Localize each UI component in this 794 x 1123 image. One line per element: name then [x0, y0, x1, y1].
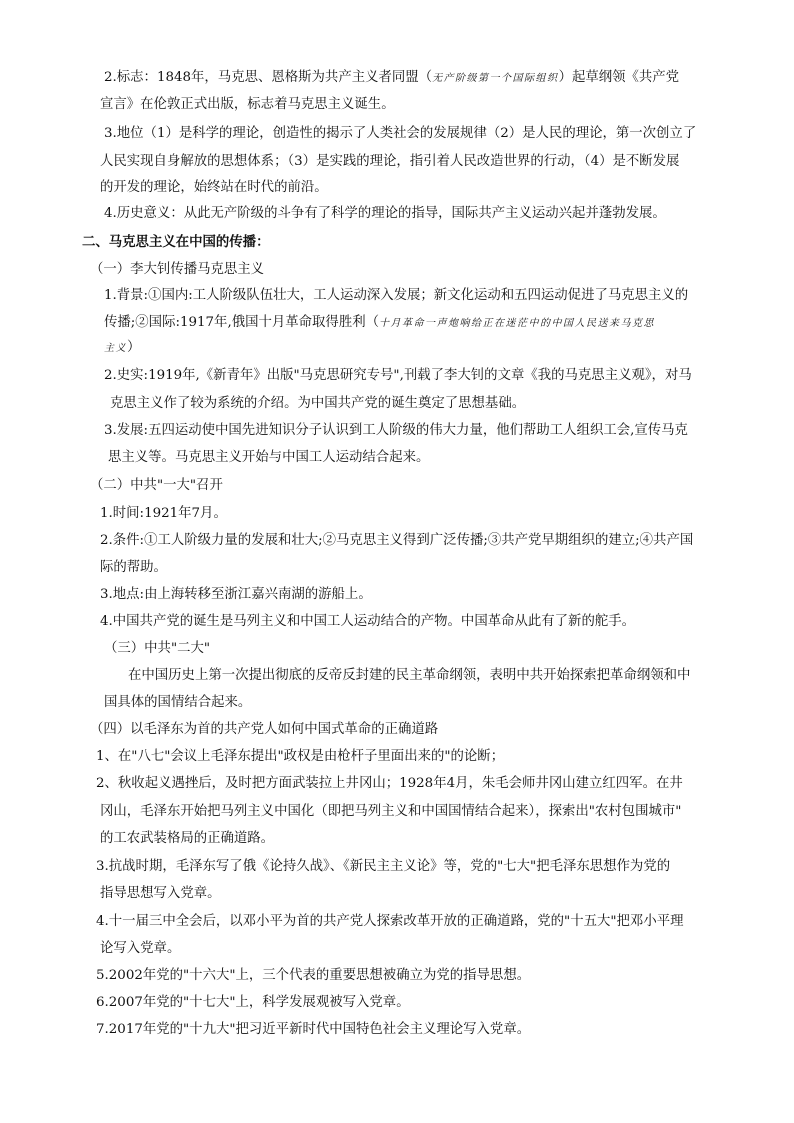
subsection-heading: （三）中共"二大" — [104, 641, 211, 656]
text-line: 2.史实:1919年,《新青年》出版"马克思研究专号",刊载了李大钊的文章《我的马克思主义观》，对马 — [104, 368, 692, 383]
text-line: 指导思想写入党章。 — [100, 886, 221, 901]
section-heading: 二、马克思主义在中国的传播： — [82, 235, 270, 250]
text-line: 2.条件:①工人阶级力量的发展和壮大;②马克思主义得到广泛传播;③共产党早期组织的建立;④共产国 — [100, 533, 694, 548]
text-line: 冈山，毛泽东开始把马列主义中国化（即把马列主义和中国国情结合起来），探索出"农村包围城市" — [100, 804, 682, 819]
text-line: 4.十一届三中全会后，以邓小平为首的共产党人探索改革开放的正确道路，党的"十五大"把邓小平理 — [96, 914, 684, 929]
text-line: 1.时间:1921年7月。 — [100, 506, 227, 521]
text-line: 1、在"八七"会议上毛泽东提出"政权是由枪杆子里面出来的"的论断； — [96, 749, 505, 764]
text-line: 3.发展:五四运动使中国先进知识分子认识到工人阶级的伟大力量，他们帮助工人组织工会,宣传马克 — [104, 423, 688, 438]
text-line: 的开发的理论，始终站在时代的前沿。 — [100, 180, 328, 195]
text-line: 2.标志：1848年，马克思、恩格斯为共产主义者同盟（无产阶级第一个国际组织）起草纲领《共产党 — [104, 70, 680, 85]
text-line: 际的帮助。 — [100, 560, 167, 575]
text-line: 在中国历史上第一次提出彻底的反帝反封建的民主革命纲领，表明中共开始探索把革命纲领和中 — [128, 668, 691, 683]
text-line: 的工农武装格局的正确道路。 — [100, 831, 275, 846]
text-line: 4.中国共产党的诞生是马列主义和中国工人运动结合的产物。中国革命从此有了新的舵手。 — [100, 614, 636, 629]
text-line: 论写入党章。 — [100, 941, 181, 956]
text-line: 5.2002年党的"十六大"上，三个代表的重要思想被确立为党的指导思想。 — [96, 968, 531, 983]
subsection-heading: （四）以毛泽东为首的共产党人如何中国式革命的正确道路 — [90, 722, 439, 737]
text-line: 6.2007年党的"十七大"上，科学发展观被写入党章。 — [96, 995, 410, 1010]
text-line: 3.抗战时期，毛泽东写了俄《论持久战》、《新民主主义论》等，党的"七大"把毛泽东思想作为党的 — [96, 859, 671, 874]
text-line: 思主义等。马克思主义开始与中国工人运动结合起来。 — [108, 450, 430, 465]
text-line: 1.背景:①国内:工人阶级队伍壮大，工人运动深入发展；新文化运动和五四运动促进了马克思主义的 — [104, 288, 689, 303]
text-line: 传播;②国际:1917年,俄国十月革命取得胜利（十月革命一声炮响给正在迷茫中的中国人民送来马克思 — [104, 315, 655, 330]
text-line: 主义） — [104, 340, 141, 355]
text-line: 3.地位（1）是科学的理论，创造性的揭示了人类社会的发展规律（2）是人民的理论，第一次创立了 — [104, 126, 697, 141]
text-line: 4.历史意义：从此无产阶级的斗争有了科学的理论的指导，国际共产主义运动兴起并蓬勃发展。 — [104, 206, 666, 221]
text-line: 人民实现自身解放的思想体系；（3）是实践的理论，指引着人民改造世界的行动，（4）是不断发展 — [100, 154, 680, 169]
text-line: 国具体的国情结合起来。 — [104, 695, 252, 710]
subsection-heading: （二）中共"一大"召开 — [90, 478, 223, 493]
text-line: 2、秋收起义遇挫后，及时把方面武装拉上井冈山；1928年4月，朱毛会师井冈山建立红四军。在井 — [96, 776, 683, 791]
text-line: 7.2017年党的"十九大"把习近平新时代中国特色社会主义理论写入党章。 — [96, 1022, 531, 1037]
subsection-heading: （一）李大钊传播马克思主义 — [90, 262, 265, 277]
text-line: 宣言》在伦敦正式出版，标志着马克思主义诞生。 — [100, 97, 395, 112]
text-line: 3.地点:由上海转移至浙江嘉兴南湖的游船上。 — [100, 587, 372, 602]
text-line: 克思主义作了较为系统的介绍。为中国共产党的诞生奠定了思想基础。 — [110, 396, 526, 411]
